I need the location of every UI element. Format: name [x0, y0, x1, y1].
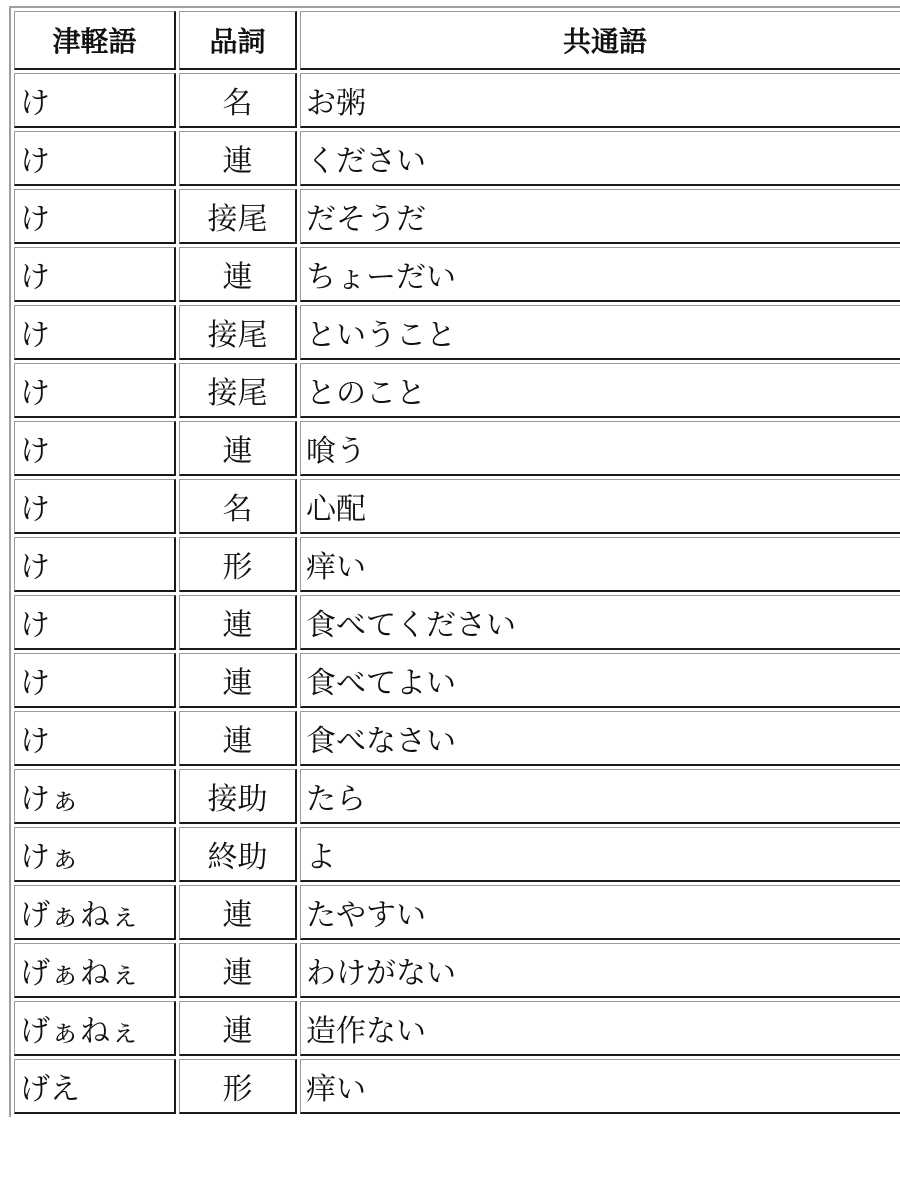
- cell-standard-japanese: 食べなさい: [300, 711, 900, 766]
- cell-part-of-speech: 名: [179, 479, 297, 534]
- cell-tsugaru-word: げぁねぇ: [14, 943, 176, 998]
- table-row: [14, 73, 900, 128]
- cell-part-of-speech: 接尾: [179, 189, 297, 244]
- cell-standard-japanese: とのこと: [300, 363, 900, 418]
- table-row: [14, 885, 900, 940]
- table-row: [14, 827, 900, 882]
- cell-standard-japanese: だそうだ: [300, 189, 900, 244]
- table-row: [14, 131, 900, 186]
- cell-tsugaru-word: け: [14, 479, 176, 534]
- cell-tsugaru-word: けぁ: [14, 769, 176, 824]
- table-row: [14, 363, 900, 418]
- table-row: [14, 305, 900, 360]
- cell-part-of-speech: 連: [179, 421, 297, 476]
- cell-standard-japanese: ください: [300, 131, 900, 186]
- cell-part-of-speech: 接尾: [179, 305, 297, 360]
- cell-standard-japanese: ちょーだい: [300, 247, 900, 302]
- table-row: [14, 537, 900, 592]
- table-row: [14, 595, 900, 650]
- cell-standard-japanese: たやすい: [300, 885, 900, 940]
- cell-tsugaru-word: け: [14, 363, 176, 418]
- header-part-of-speech: 品詞: [179, 11, 297, 70]
- cell-part-of-speech: 連: [179, 247, 297, 302]
- tsugaru-dialect-table: [9, 6, 900, 1117]
- cell-part-of-speech: 連: [179, 711, 297, 766]
- cell-tsugaru-word: け: [14, 653, 176, 708]
- cell-standard-japanese: 痒い: [300, 537, 900, 592]
- cell-tsugaru-word: け: [14, 711, 176, 766]
- cell-part-of-speech: 連: [179, 1001, 297, 1056]
- cell-part-of-speech: 連: [179, 653, 297, 708]
- cell-tsugaru-word: け: [14, 537, 176, 592]
- table-row: [14, 1059, 900, 1114]
- header-tsugaru-word: 津軽語: [14, 11, 176, 70]
- cell-part-of-speech: 接尾: [179, 363, 297, 418]
- table-row: [14, 711, 900, 766]
- cell-tsugaru-word: げぁねぇ: [14, 885, 176, 940]
- cell-standard-japanese: よ: [300, 827, 900, 882]
- cell-part-of-speech: 終助: [179, 827, 297, 882]
- cell-part-of-speech: 名: [179, 73, 297, 128]
- cell-tsugaru-word: け: [14, 189, 176, 244]
- table-header-row: [14, 11, 900, 70]
- cell-tsugaru-word: げぁねぇ: [14, 1001, 176, 1056]
- table-row: [14, 421, 900, 476]
- cell-standard-japanese: 食べてよい: [300, 653, 900, 708]
- cell-tsugaru-word: け: [14, 247, 176, 302]
- cell-part-of-speech: 形: [179, 537, 297, 592]
- cell-part-of-speech: 連: [179, 943, 297, 998]
- cell-part-of-speech: 連: [179, 595, 297, 650]
- cell-standard-japanese: お粥: [300, 73, 900, 128]
- cell-part-of-speech: 形: [179, 1059, 297, 1114]
- cell-standard-japanese: 痒い: [300, 1059, 900, 1114]
- cell-part-of-speech: 連: [179, 885, 297, 940]
- cell-part-of-speech: 接助: [179, 769, 297, 824]
- cell-standard-japanese: 造作ない: [300, 1001, 900, 1056]
- cell-standard-japanese: ということ: [300, 305, 900, 360]
- table-row: [14, 943, 900, 998]
- table-row: [14, 1001, 900, 1056]
- cell-standard-japanese: 心配: [300, 479, 900, 534]
- header-standard-japanese: 共通語: [300, 11, 900, 70]
- table-row: [14, 479, 900, 534]
- cell-part-of-speech: 連: [179, 131, 297, 186]
- table-row: [14, 247, 900, 302]
- cell-standard-japanese: わけがない: [300, 943, 900, 998]
- cell-tsugaru-word: け: [14, 305, 176, 360]
- table-row: [14, 769, 900, 824]
- cell-standard-japanese: 喰う: [300, 421, 900, 476]
- cell-standard-japanese: 食べてください: [300, 595, 900, 650]
- cell-tsugaru-word: け: [14, 595, 176, 650]
- table-row: [14, 189, 900, 244]
- cell-tsugaru-word: け: [14, 131, 176, 186]
- cell-tsugaru-word: けぁ: [14, 827, 176, 882]
- table-container: [9, 6, 900, 1200]
- table-row: [14, 653, 900, 708]
- cell-tsugaru-word: け: [14, 73, 176, 128]
- cell-tsugaru-word: げえ: [14, 1059, 176, 1114]
- cell-tsugaru-word: け: [14, 421, 176, 476]
- cell-standard-japanese: たら: [300, 769, 900, 824]
